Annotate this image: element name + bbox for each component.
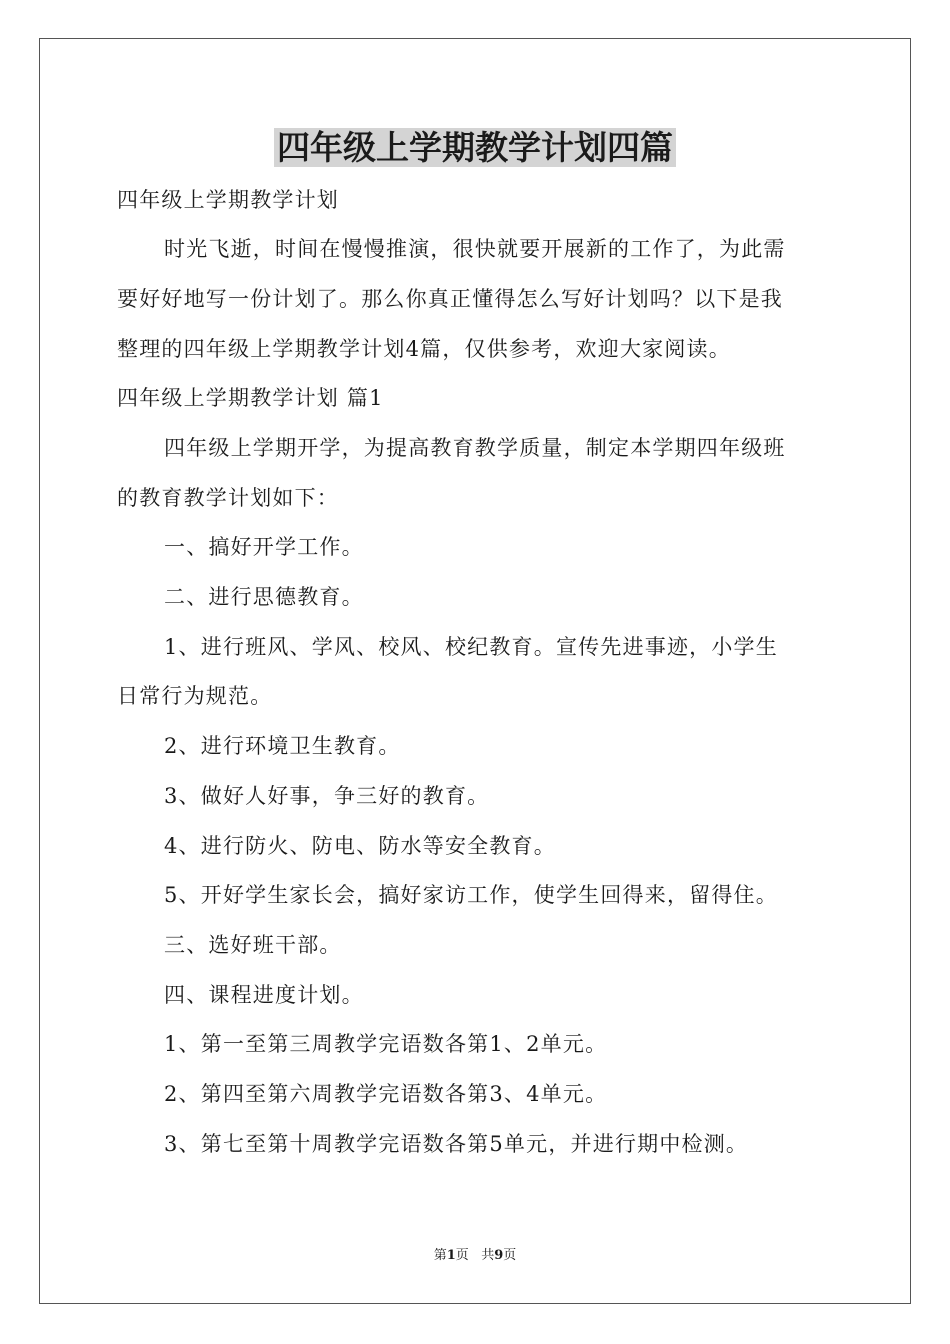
list-item: 3、第七至第十周教学完语数各第5单元，并进行期中检测。 <box>164 1132 749 1156</box>
paragraph-line: 日常行为规范。 <box>117 684 273 708</box>
footer-total-pages: 9 <box>494 1248 504 1263</box>
paragraph-line: 整理的四年级上学期教学计划4篇，仅供参考，欢迎大家阅读。 <box>117 337 731 361</box>
list-item: 2、第四至第六周教学完语数各第3、4单元。 <box>164 1082 608 1106</box>
paragraph-line: 的教育教学计划如下： <box>117 486 339 510</box>
document-title <box>0 122 950 174</box>
list-item: 3、做好人好事，争三好的教育。 <box>164 784 490 808</box>
footer-page-suffix: 页 <box>455 1248 469 1263</box>
section-heading: 四年级上学期教学计划 篇1 <box>117 386 384 410</box>
footer-page-number: 1 <box>446 1248 456 1263</box>
list-item: 四、课程进度计划。 <box>164 983 364 1007</box>
page-footer <box>0 1247 950 1265</box>
document-title-text: 四年级上学期教学计划四篇 <box>274 128 676 167</box>
footer-total-prefix: 共 <box>481 1248 495 1263</box>
section-heading: 四年级上学期教学计划 <box>117 188 339 212</box>
paragraph-line: 时光飞逝，时间在慢慢推演，很快就要开展新的工作了，为此需 <box>164 237 786 261</box>
footer-page-prefix: 第 <box>433 1248 447 1263</box>
paragraph-line: 四年级上学期开学，为提高教育教学质量，制定本学期四年级班 <box>164 436 786 460</box>
list-item: 一、搞好开学工作。 <box>164 535 364 559</box>
list-item: 三、选好班干部。 <box>164 933 342 957</box>
footer-total-suffix: 页 <box>503 1248 517 1263</box>
list-item: 1、第一至第三周教学完语数各第1、2单元。 <box>164 1032 608 1056</box>
page-frame <box>39 38 911 1304</box>
list-item: 2、进行环境卫生教育。 <box>164 734 401 758</box>
paragraph-line: 要好好地写一份计划了。那么你真正懂得怎么写好计划吗？以下是我 <box>117 287 783 311</box>
list-item: 二、进行思德教育。 <box>164 585 364 609</box>
list-item: 1、进行班风、学风、校风、校纪教育。宣传先进事迹，小学生 <box>164 635 778 659</box>
list-item: 4、进行防火、防电、防水等安全教育。 <box>164 834 556 858</box>
list-item: 5、开好学生家长会，搞好家访工作，使学生回得来，留得住。 <box>164 883 778 907</box>
